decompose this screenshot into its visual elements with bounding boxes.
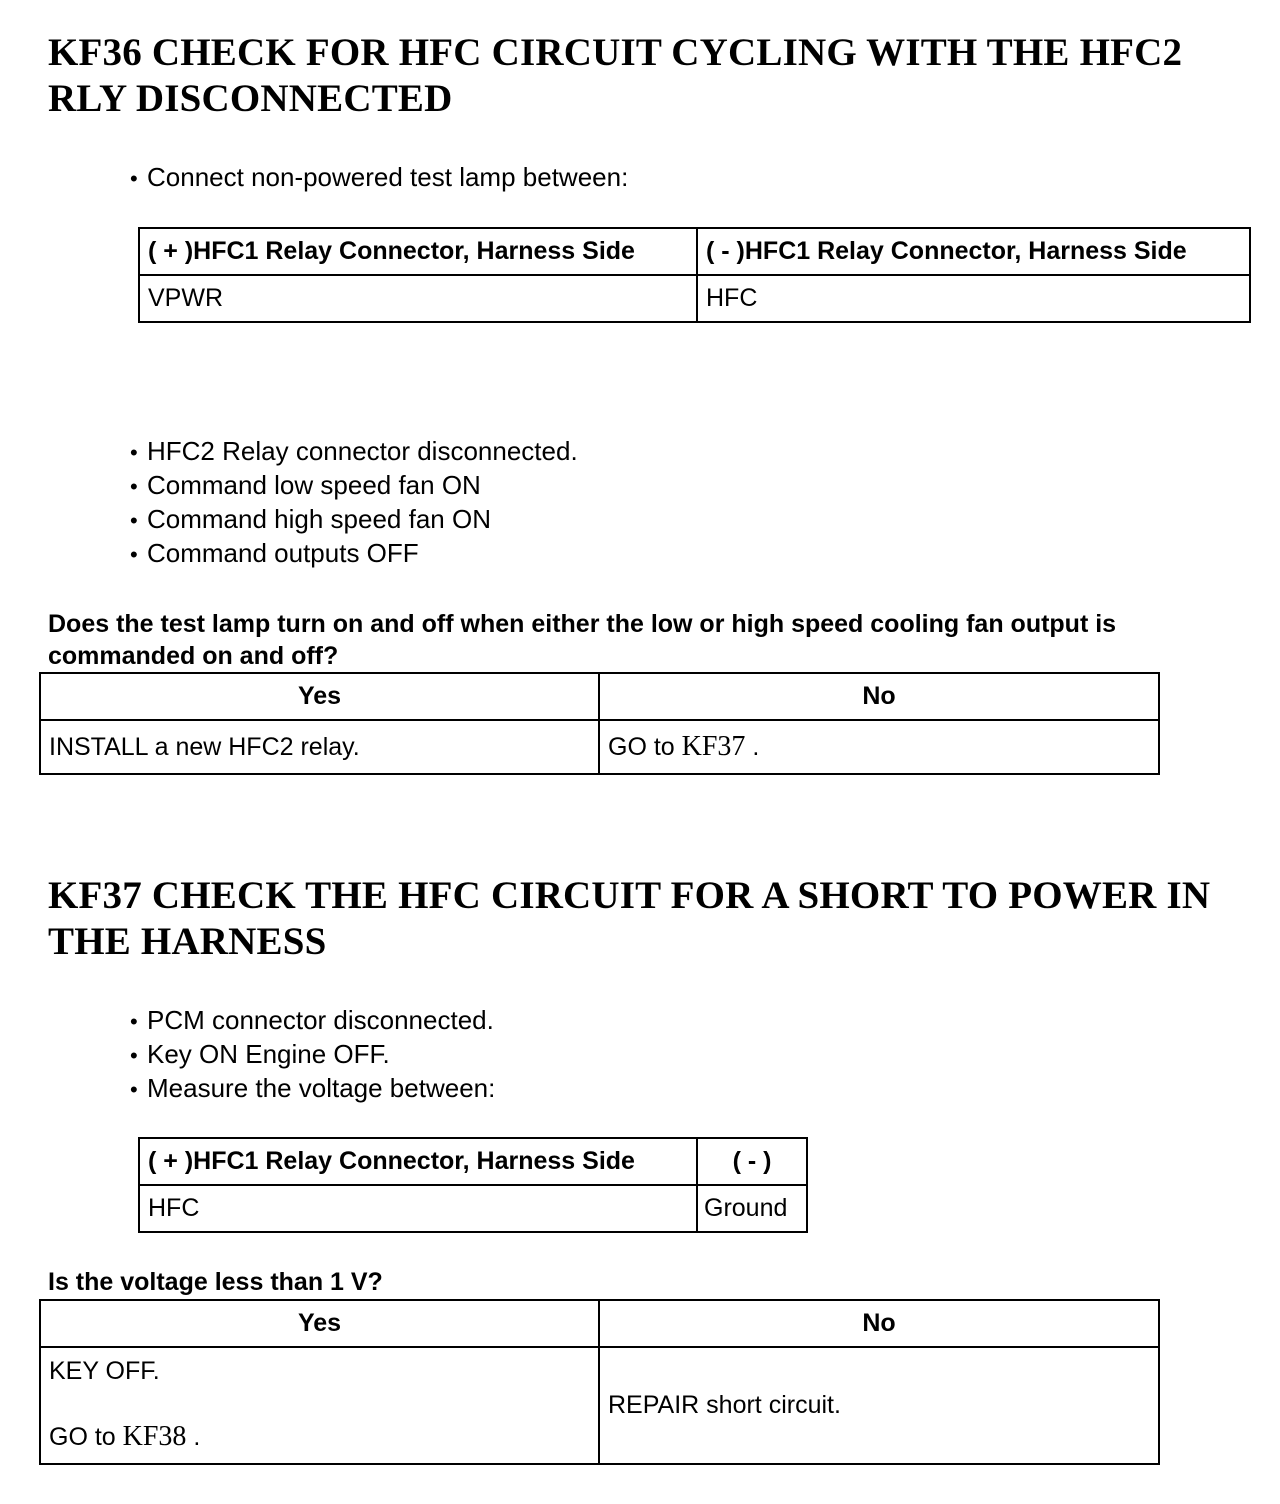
go-to-text: GO to xyxy=(49,1423,123,1451)
kf37-question: Is the voltage less than 1 V? xyxy=(48,1268,383,1296)
no-action-cell: REPAIR short circuit. xyxy=(599,1347,1159,1464)
list-item-text: Measure the voltage between: xyxy=(147,1073,496,1103)
no-column-header: No xyxy=(599,673,1159,720)
table-cell: HFC xyxy=(697,275,1250,322)
kf37-voltage-table xyxy=(138,1137,808,1233)
kf37-link[interactable]: KF37 xyxy=(681,731,746,762)
bullet-icon: • xyxy=(130,1077,138,1102)
kf36-command-list xyxy=(130,434,578,570)
go-to-suffix: . xyxy=(745,733,760,761)
list-item xyxy=(130,160,628,194)
go-to-text: GO to xyxy=(608,733,682,761)
yes-column-header: Yes xyxy=(40,673,599,720)
list-item-text: PCM connector disconnected. xyxy=(147,1005,494,1035)
list-item-text: Connect non-powered test lamp between: xyxy=(147,162,629,192)
table-cell: Ground xyxy=(697,1185,807,1232)
yes-column-header: Yes xyxy=(40,1300,599,1347)
table-header-row xyxy=(139,228,1250,275)
list-item xyxy=(130,1071,495,1105)
kf36-heading: KF36 CHECK FOR HFC CIRCUIT CYCLING WITH THE HFC2 RLY DISCONNECTED xyxy=(48,31,1183,120)
list-item xyxy=(130,1037,495,1071)
bullet-icon: • xyxy=(130,542,138,567)
no-column-header: No xyxy=(599,1300,1159,1347)
bullet-icon: • xyxy=(130,166,138,191)
kf38-link[interactable]: KF38 xyxy=(122,1421,187,1452)
table-row xyxy=(139,1185,807,1232)
list-item xyxy=(130,1003,495,1037)
no-action-cell xyxy=(599,720,1159,774)
table-row xyxy=(40,1347,1159,1464)
list-item xyxy=(130,502,578,536)
table-header-row xyxy=(139,1138,807,1185)
go-to-suffix: . xyxy=(186,1423,201,1451)
bullet-icon: • xyxy=(130,1009,138,1034)
list-item-text: HFC2 Relay connector disconnected. xyxy=(147,436,578,466)
list-item-text: Command low speed fan ON xyxy=(147,470,481,500)
bullet-icon: • xyxy=(130,474,138,499)
table-row xyxy=(139,275,1250,322)
key-off-text: KEY OFF. xyxy=(49,1357,160,1385)
bullet-icon: • xyxy=(130,508,138,533)
list-item-text: Key ON Engine OFF. xyxy=(147,1039,390,1069)
yes-action-cell: INSTALL a new HFC2 relay. xyxy=(40,720,599,774)
column-header: ( - )HFC1 Relay Connector, Harness Side xyxy=(697,228,1250,275)
yes-action-cell xyxy=(40,1347,599,1464)
kf36-test-lamp-table xyxy=(138,227,1251,323)
kf36-question: Does the test lamp turn on and off when either the low or high speed cooling fan output is commanded on and off? xyxy=(48,610,1117,670)
table-header-row xyxy=(40,1300,1159,1347)
table-header-row xyxy=(40,673,1159,720)
kf36-result-table xyxy=(39,672,1160,775)
list-item xyxy=(130,536,578,570)
kf37-heading: KF37 CHECK THE HFC CIRCUIT FOR A SHORT TO POWER IN THE HARNESS xyxy=(48,874,1211,963)
list-item xyxy=(130,434,578,468)
list-item-text: Command outputs OFF xyxy=(147,538,419,568)
kf36-setup-list xyxy=(130,160,628,194)
kf37-setup-list xyxy=(130,1003,495,1105)
table-row xyxy=(40,720,1159,774)
go-to-line xyxy=(49,1422,590,1452)
bullet-icon: • xyxy=(130,1043,138,1068)
table-cell: HFC xyxy=(139,1185,697,1232)
list-item xyxy=(130,468,578,502)
kf37-result-table xyxy=(39,1299,1160,1465)
bullet-icon: • xyxy=(130,440,138,465)
column-header: ( - ) xyxy=(697,1138,807,1185)
table-cell: VPWR xyxy=(139,275,697,322)
column-header: ( + )HFC1 Relay Connector, Harness Side xyxy=(139,228,697,275)
column-header: ( + )HFC1 Relay Connector, Harness Side xyxy=(139,1138,697,1185)
list-item-text: Command high speed fan ON xyxy=(147,504,491,534)
